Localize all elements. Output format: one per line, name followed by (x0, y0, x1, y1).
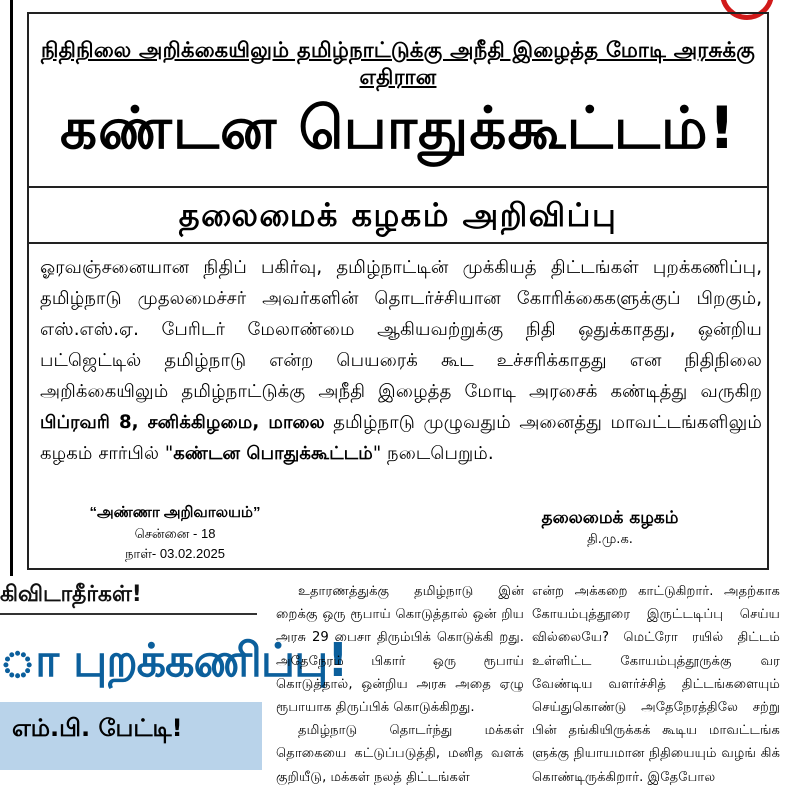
article-headline-fragment: ா புறக்கணிப்பு! (0, 633, 348, 687)
paragraph: உதாரணத்துக்கு தமிழ்நாடு இன் றைக்கு ஒரு ரூபாய் கொடுத்தால் ஒன் றிய அரசு 29 பைசா திரும்பிக் கொடுக்கி றது. அதேநேரம் பிகார் ஒரு ரூபாய் கொடுத்தால், ஒன்றிய அரசு அதை ஏழு ரூபாயாக திருப்பிக் கொடுக்கிறது. (276, 584, 524, 716)
notice-body-event: கண்டன பொதுக்கூட்டம் (173, 443, 373, 464)
signature-left-name: “அண்ணா அறிவாலயம்” (89, 504, 261, 521)
notice-body-date: பிப்ரவரி 8, சனிக்கிழமை, மாலை (40, 412, 325, 433)
notice-body-text: " நடைபெறும். (372, 443, 494, 464)
article-banner-text: எம்.பி. பேட்டி! (12, 714, 183, 742)
signature-right (520, 506, 700, 550)
article-column-1 (276, 580, 524, 785)
notice-subhead: தலைமைக் கழகம் அறிவிப்பு (178, 196, 618, 234)
notice-body-text: தமிழ்நாடு முழுவதும் அனைத்து மாவட்டங்களிலும் கழகம் சார்பில் " (40, 412, 762, 464)
notice-topline: நிதிநிலை அறிக்கையிலும் தமிழ்நாட்டுக்கு அநீதி இழைத்த மோடி அரசுக்கு எதிரான (40, 38, 756, 89)
signature-left (55, 502, 295, 564)
article-column-2 (532, 580, 780, 785)
signature-right-name: தலைமைக் கழகம் (541, 508, 679, 528)
paragraph: தமிழ்நாடு தொடர்ந்து மக்கள் தொகையை கட்டுப்படுத்தி, மனித வளக் குறியீடு, மக்கள் நலத் திட்டங்கள் (276, 723, 524, 785)
column-divider (10, 0, 13, 576)
signature-left-date: நாள்- 03.02.2025 (125, 546, 225, 561)
divider (0, 613, 257, 615)
article-heading-fragment: கிவிடாதீர்கள்! (0, 582, 142, 607)
signature-left-city: சென்னை - 18 (134, 526, 216, 541)
notice-headline: கண்டன பொதுக்கூட்டம்! (59, 94, 737, 162)
notice-body (40, 252, 762, 469)
signature-right-party: தி.மு.க. (587, 532, 633, 547)
notice-body-text: ஓரவஞ்சனையான நிதிப் பகிர்வு, தமிழ்நாட்டின் முக்கியத் திட்டங்கள் புறக்கணிப்பு, தமிழ்நாடு முதலமைச்சர் அவர்களின் தொடர்ச்சியான கோரிக்கைகளுக்குப் பிறகும், எஸ்.எஸ்.ஏ. பேரிடர் மேலாண்மை ஆகியவற்றுக்கு நிதி ஒதுக்காதது, ஒன்றிய பட்ஜெட்டில் தமிழ்நாடு என்ற பெயரைக் கூட உச்சரிக்காதது என நிதிநிலை அறிக்கையிலும் தமிழ்நாட்டுக்கு அநீதி இழைத்த மோடி அரசைக் கண்டித்து வருகிற (40, 257, 762, 402)
paragraph: என்ற அக்கறை காட்டுகிறார். அதற்காக கோயம்புத்தூரை இருட்டடிப்பு செய்ய வில்லையே? மெட்ரோ ரயில் திட்டம் உள்ளிட்ட கோயம்புத்தூருக்கு வர வேண்டிய வளர்ச்சித் திட்டங்களையும் செய்துகொண்டு அதேநேரத்திலே சற்று பின் தங்கியிருக்கக் கூடிய மாவட்டங்க ளுக்கு நியாயமான நிதியையும் வழங் கிக் கொண்டிருக்கிறார். இதேபோல (532, 584, 780, 785)
